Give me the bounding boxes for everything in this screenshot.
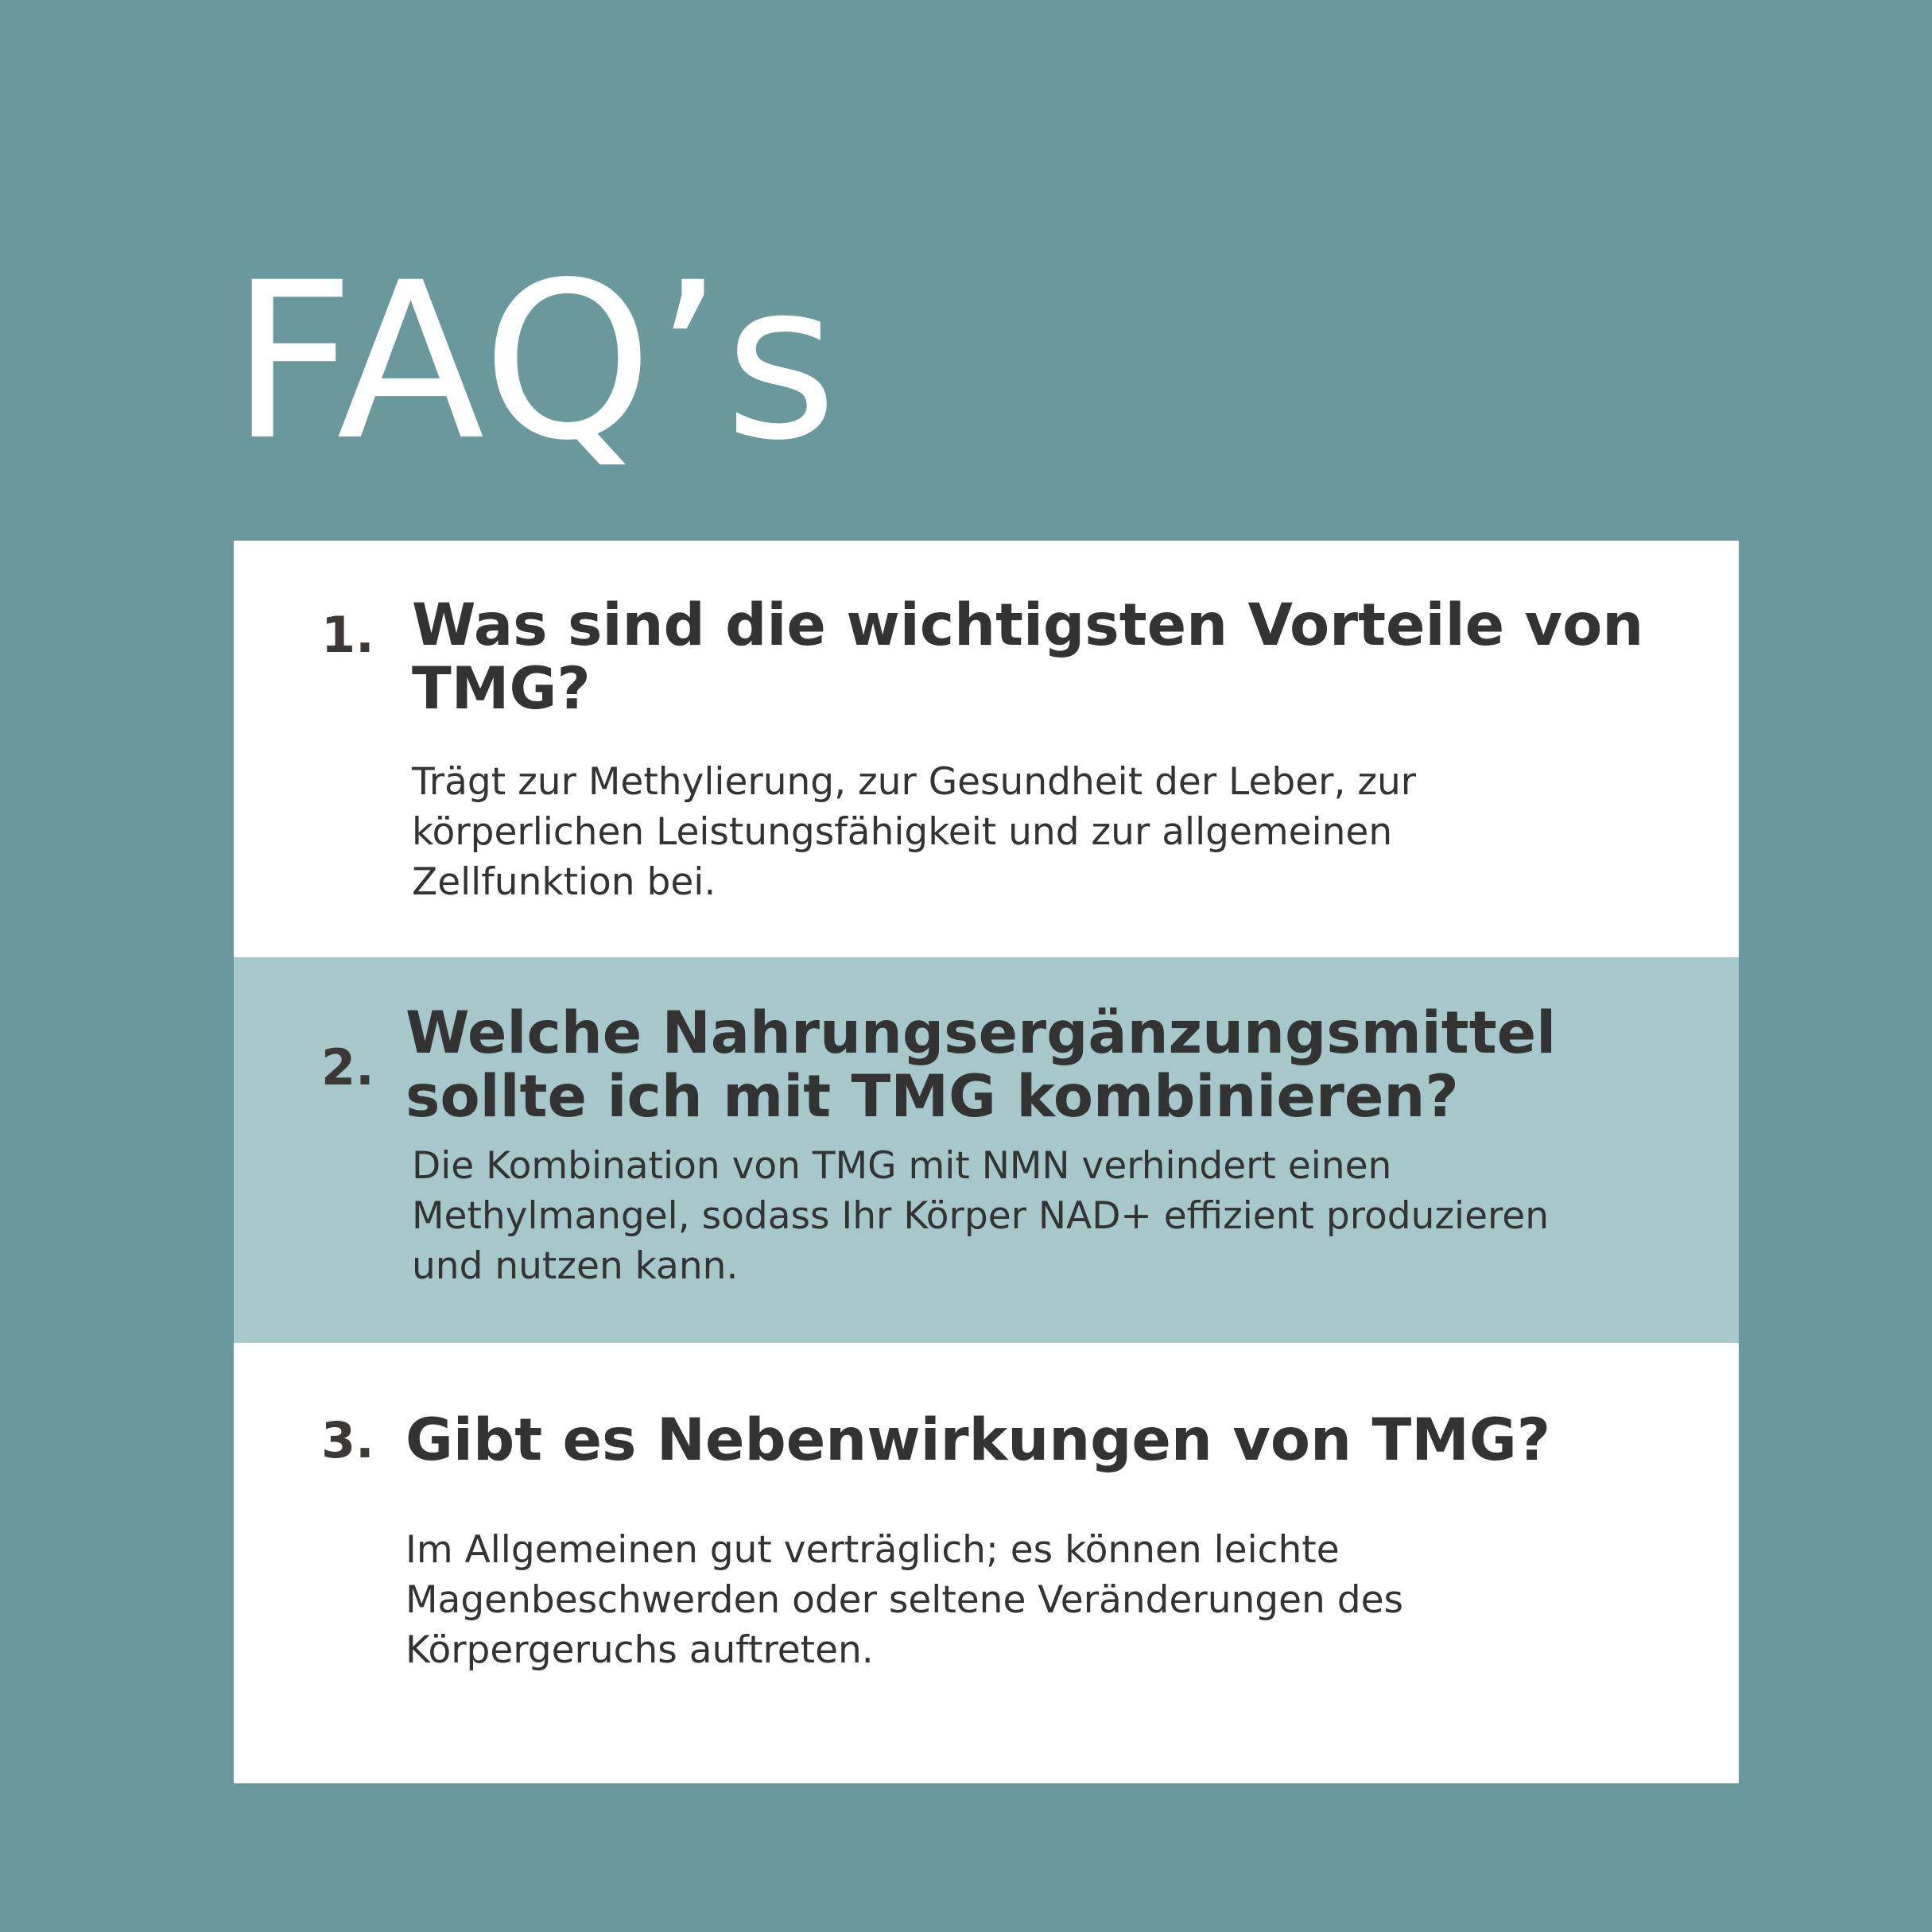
faq-answer-line: Zellfunktion bei. [412, 860, 716, 904]
faq-answer-line: Im Allgemeinen gut verträglich; es können leichte [405, 1528, 1340, 1572]
faq-answer-line: Körpergeruchs auftreten. [405, 1628, 874, 1672]
faq-item-1 [234, 541, 1739, 957]
faq-question [412, 594, 1643, 721]
faq-list [234, 541, 1739, 1783]
faq-answer-line: Methylmangel, sodass Ihr Körper NAD+ effizient produzieren [412, 1194, 1550, 1238]
faq-question-line: sollte ich mit TMG kombinieren? [405, 1063, 1459, 1131]
faq-answer-line: Die Kombination von TMG mit NMN verhindert einen [412, 1144, 1392, 1188]
faq-number: 3. [321, 1411, 374, 1469]
faq-question-line: Was sind die wichtigsten Vorteile von [412, 592, 1644, 659]
faq-number: 2. [321, 1038, 374, 1096]
faq-question-line: Welche Nahrungsergänzungsmittel [405, 999, 1557, 1067]
faq-answer-line: und nutzen kann. [412, 1244, 739, 1288]
faq-question-line: TMG? [412, 655, 591, 723]
faq-answer-line: Trägt zur Methylierung, zur Gesundheit der Leber, zur [412, 760, 1417, 804]
faq-answer-line: Magenbeschwerden oder seltene Veränderungen des [405, 1578, 1404, 1622]
faq-answer [412, 1141, 1549, 1291]
faq-item-2 [234, 957, 1739, 1343]
faq-question [405, 999, 1557, 1131]
faq-item-3 [234, 1343, 1739, 1783]
faq-number: 1. [321, 606, 374, 664]
faq-answer-line: körperlichen Leistungsfähigkeit und zur allgemeinen [412, 810, 1393, 854]
faq-question [405, 1406, 1551, 1474]
faq-answer [405, 1525, 1403, 1675]
faq-question-line: Gibt es Nebenwirkungen von TMG? [405, 1406, 1551, 1474]
faq-answer [412, 757, 1416, 907]
page-title: FAQ’s [231, 237, 840, 488]
